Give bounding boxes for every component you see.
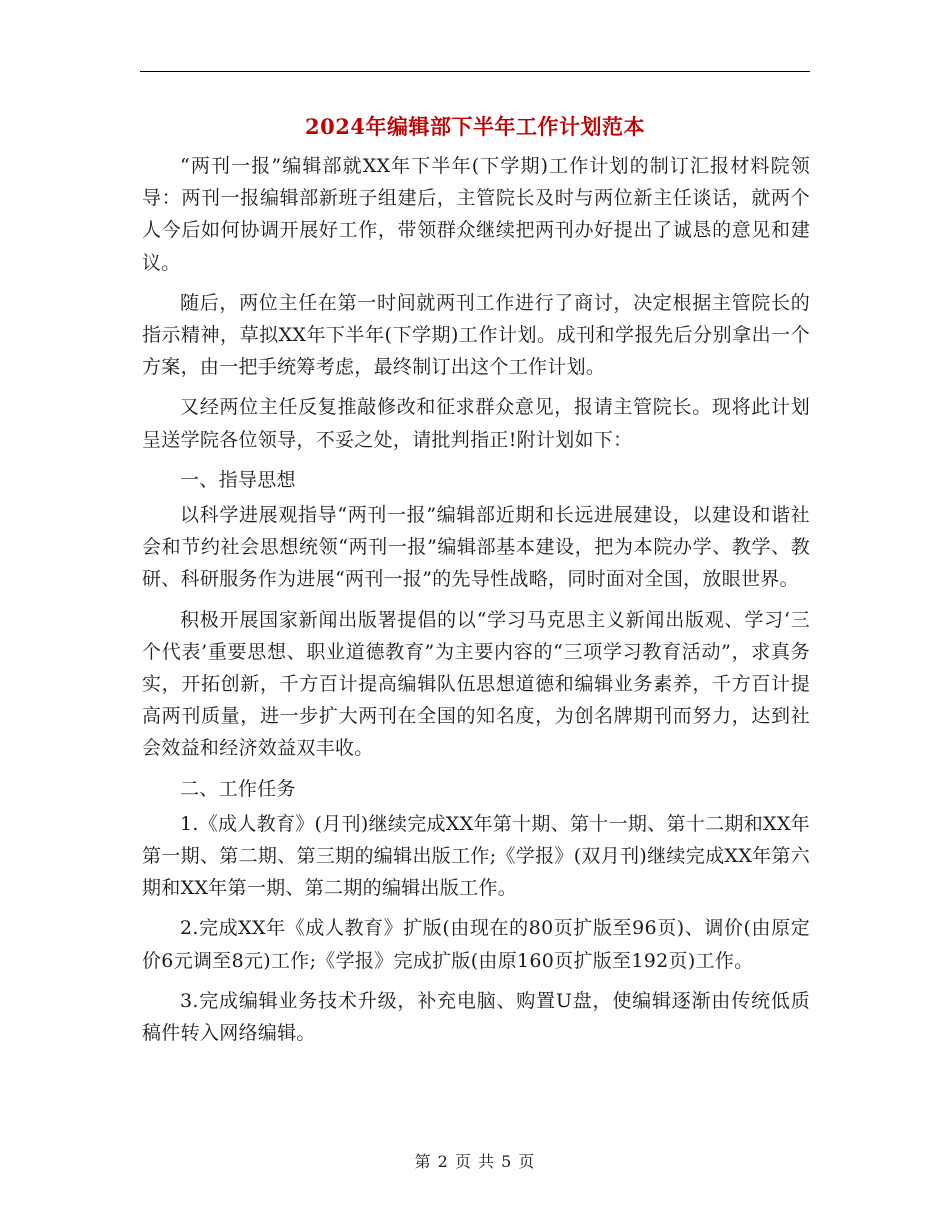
paragraph-intro: “两刊一报”编辑部就XX年下半年(下学期)工作计划的制订汇报材料院领导：两刊一报编辑部新班子组建后，主管院长及时与两位新主任谈话，就两个人今后如何协调开展好工作，带领群众继续把两刊办好提出了诚恳的意见和建议。 bbox=[142, 155, 810, 274]
paragraph-guiding-thought: 以科学进展观指导“两刊一报”编辑部近期和长远进展建设，以建设和谐社会和节约社会思想统领“两刊一报”编辑部基本建设，把为本院办学、教学、教研、科研服务作为进展“两刊一报”的先导性战略，同时面对全国，放眼世界。 bbox=[142, 504, 810, 591]
document-title: 2024年编辑部下半年工作计划范本 bbox=[305, 114, 645, 139]
page-indicator: 第 2 页 共 5 页 bbox=[414, 1152, 536, 1171]
section-heading-tasks: 二、工作任务 bbox=[180, 777, 296, 800]
task-item-2: 2.完成XX年《成人教育》扩版(由现在的80页扩版至96页)、调价(由原定价6元调至8元)工作;《学报》完成扩版(由原160页扩版至192页)工作。 bbox=[142, 917, 810, 972]
paragraph-discussion: 随后，两位主任在第一时间就两刊工作进行了商讨，决定根据主管院长的指示精神，草拟XX年下半年(下学期)工作计划。成刊和学报先后分别拿出一个方案，由一把手统筹考虑，最终制订出这个工作计划。 bbox=[142, 291, 810, 379]
header-rule bbox=[140, 71, 810, 72]
task-item-1: 1.《成人教育》(月刊)继续完成XX年第十期、第十一期、第十二期和XX年第一期、第二期、第三期的编辑出版工作;《学报》(双月刊)继续完成XX年第六期和XX年第一期、第二期的编辑出版工作。 bbox=[142, 812, 810, 900]
section-heading-guiding-thought: 一、指导思想 bbox=[180, 468, 296, 491]
paragraph-submission: 又经两位主任反复推敲修改和征求群众意见，报请主管院长。现将此计划呈送学院各位领导，不妥之处，请批判指正!附计划如下： bbox=[142, 396, 810, 451]
task-item-3: 3.完成编辑业务技术升级，补充电脑、购置U盘，使编辑逐渐由传统低质稿件转入网络编辑。 bbox=[142, 989, 810, 1045]
paragraph-education-activities: 积极开展国家新闻出版署提倡的以“学习马克思主义新闻出版观、学习‘三个代表’重要思想、职业道德教育”为主要内容的“三项学习教育活动”，求真务实，开拓创新，千方百计提高编辑队伍思想道德和编辑业务素养，千方百计提高两刊质量，进一步扩大两刊在全国的知名度，为创名牌期刊而努力，达到社会效益和经济效益双丰收。 bbox=[142, 608, 810, 760]
document-body bbox=[142, 150, 810, 1057]
